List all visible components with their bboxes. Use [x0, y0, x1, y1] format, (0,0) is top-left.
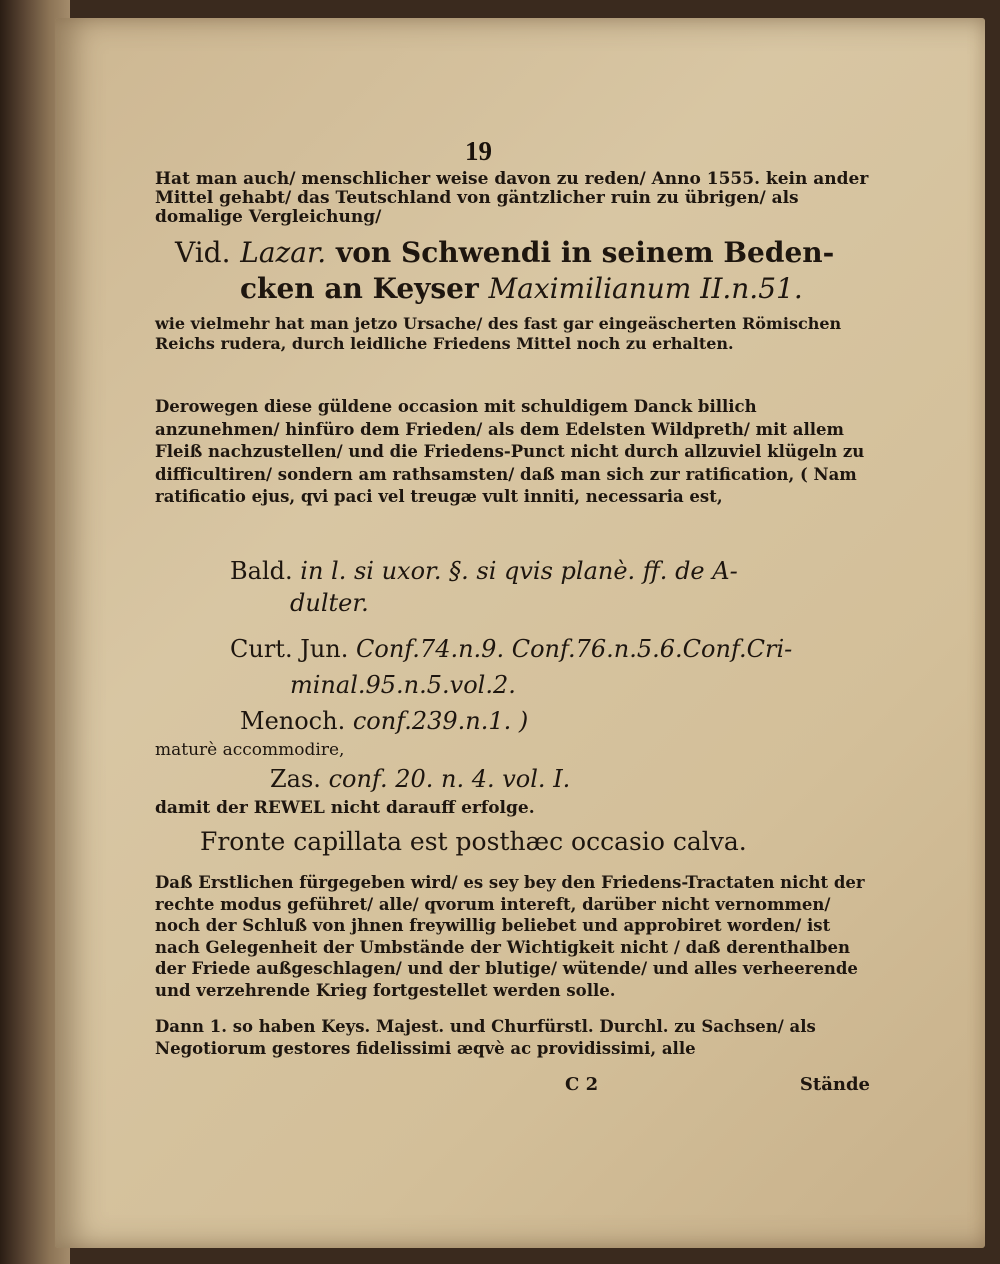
citation-4-author: Zas.	[270, 765, 321, 793]
citation-3-ref: conf.239.n.1. )	[352, 707, 529, 735]
citation-1-ref: in l. si uxor. §. si qvis planè. ff. de A-	[300, 557, 738, 585]
vid-prefix: Vid.	[175, 236, 231, 269]
paragraph-1: Hat man auch/ menschlicher weise davon zu reden/ Anno 1555. kein ander Mittel gehabt/ das Teutschland von gäntzlicher ruin zu übrigen/ als domalige Vergleichung/	[155, 169, 869, 227]
citation-1-continued: dulter.	[290, 589, 369, 617]
citation-1	[230, 556, 738, 586]
citation-3-author: Menoch.	[240, 707, 346, 735]
signature-mark: C 2	[565, 1074, 599, 1095]
citation-2	[230, 634, 792, 664]
citation-1-author: Bald.	[230, 557, 293, 585]
mature-line: maturè accommodire,	[155, 740, 345, 760]
paragraph-4: Daß Erstlichen fürgegeben wird/ es sey bey den Friedens-Tractaten nicht der rechte modus geführet/ alle/ qvorum intereft, darüber nicht vernommen/ noch der Schluß von jhnen freywillig beliebet und approbiret worden/ ist nach Gelegenheit der Umbstände der Wichtigkeit nicht / daß derenthalben der Friede außgeschlagen/ und der blutige/ wütende/ und alles verheerende und verzehrende Krieg fortgestellet werden solle.	[155, 873, 865, 1000]
citation-2-continued: minal.95.n.5.vol.2.	[290, 671, 516, 699]
vid-lazar: Lazar.	[240, 236, 327, 269]
citation-2-author: Curt. Jun.	[230, 635, 349, 663]
vid-reference-line-1	[175, 236, 834, 270]
catchword: Stände	[799, 1074, 870, 1095]
paragraph-3: Derowegen diese güldene occasion mit schuldigem Danck billich anzunehmen/ hinfüro dem Frieden/ als dem Edelsten Wildpreth/ mit allem Fleiß nachzustellen/ und die Friedens-Punct nicht durch allzuviel klügeln zu difficultiren/ sondern am rathsamsten/ daß man sich zur ratification, ( Nam ratificatio ejus, qvi paci vel treugæ vult inniti, necessaria est,	[155, 397, 865, 506]
motto: Fronte capillata est posthæc occasio calva.	[200, 827, 747, 856]
paragraph-2: wie vielmehr hat man jetzo Ursache/ des fast gar eingeäscherten Römischen Reichs rudera, durch leidliche Friedens Mittel noch zu erhalten.	[155, 314, 842, 353]
vid-title-2: cken an Keyser	[240, 272, 479, 305]
citation-3	[240, 706, 528, 736]
vid-reference-line-2	[240, 272, 803, 306]
citation-4-ref: conf. 20. n. 4. vol. I.	[328, 765, 571, 793]
damit-line: damit der REWEL nicht darauff erfolge.	[155, 798, 535, 818]
vid-title-2-latin: Maximilianum II.n.51.	[488, 272, 803, 305]
citation-2-ref: Conf.74.n.9. Conf.76.n.5.6.Conf.Cri-	[356, 635, 793, 663]
vid-title-1: von Schwendi in seinem Beden-	[335, 236, 835, 269]
citation-4	[270, 764, 570, 794]
paragraph-5: Dann 1. so haben Keys. Majest. und Churfürstl. Durchl. zu Sachsen/ als Negotiorum gestores fidelissimi æqvè ac providissimi, alle	[155, 1017, 816, 1058]
page-number: 19	[465, 136, 492, 166]
book-page	[55, 18, 985, 1248]
